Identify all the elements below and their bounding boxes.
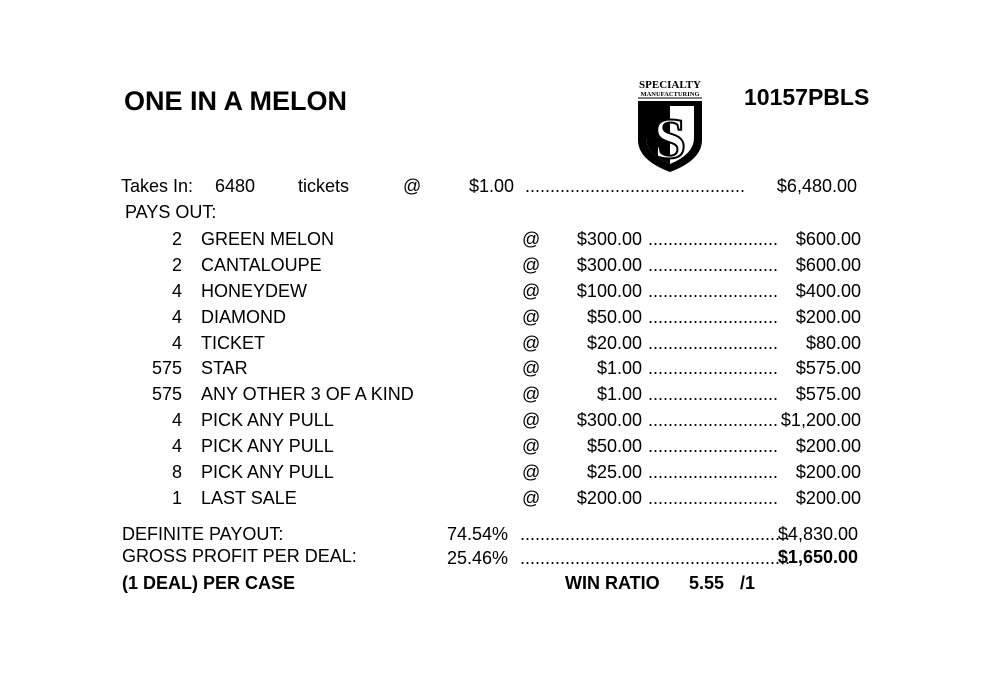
payout-at: @: [522, 436, 541, 456]
gross-profit-total: $1,650.00: [777, 547, 858, 567]
payout-dots: ..........................: [648, 384, 779, 404]
payout-total: $600.00: [795, 255, 861, 275]
payout-price: $300.00: [576, 229, 642, 249]
payout-at: @: [522, 384, 541, 404]
payout-total: $200.00: [795, 488, 861, 508]
payout-qty: 4: [171, 410, 182, 430]
payout-name: HONEYDEW: [201, 281, 308, 301]
takes-in-price: $1.00: [468, 176, 514, 196]
payout-at: @: [522, 307, 541, 327]
takes-in-dots: ............................................: [525, 176, 746, 196]
payout-price: $200.00: [576, 488, 642, 508]
payout-row: [0, 333, 1000, 357]
definite-payout-dots: ......................................................: [520, 524, 791, 544]
payout-qty: 1: [171, 488, 182, 508]
payout-qty: 2: [171, 229, 182, 249]
logo-text-top: SPECIALTY: [639, 79, 701, 91]
payout-name: PICK ANY PULL: [201, 462, 334, 482]
payout-row: [0, 229, 1000, 253]
payout-row: [0, 255, 1000, 279]
payout-total: $200.00: [795, 436, 861, 456]
deal-per-case: (1 DEAL) PER CASE: [122, 573, 296, 593]
payout-row: [0, 358, 1000, 382]
payout-row: [0, 436, 1000, 460]
payout-at: @: [522, 410, 541, 430]
payout-at: @: [522, 229, 541, 249]
payout-price: $1.00: [596, 384, 642, 404]
payout-price: $20.00: [586, 333, 642, 353]
form-code: 10157PBLS: [744, 84, 870, 110]
payout-total: $575.00: [795, 358, 861, 378]
specialty-manufacturing-logo: [630, 78, 710, 174]
takes-in-count: 6480: [215, 176, 256, 196]
payout-qty: 4: [171, 307, 182, 327]
payout-row: [0, 462, 1000, 486]
payout-at: @: [522, 281, 541, 301]
payout-at: @: [522, 333, 541, 353]
payout-qty: 4: [171, 281, 182, 301]
payout-name: TICKET: [201, 333, 266, 353]
payout-total: $400.00: [795, 281, 861, 301]
payout-price: $1.00: [596, 358, 642, 378]
payout-name: STAR: [201, 358, 248, 378]
payout-dots: ..........................: [648, 358, 779, 378]
payout-row: [0, 488, 1000, 512]
payout-dots: ..........................: [648, 333, 779, 353]
payout-dots: ..........................: [648, 307, 779, 327]
payout-row: [0, 384, 1000, 408]
payout-price: $100.00: [576, 281, 642, 301]
takes-in-label: Takes In:: [121, 176, 194, 196]
payout-price: $300.00: [576, 410, 642, 430]
takes-in-total: $6,480.00: [776, 176, 857, 196]
payout-price: $50.00: [586, 436, 642, 456]
payout-dots: ..........................: [648, 281, 779, 301]
payout-row: [0, 281, 1000, 305]
gross-profit-label: GROSS PROFIT PER DEAL:: [122, 546, 357, 566]
takes-in-at: @: [403, 176, 422, 196]
payout-qty: 4: [171, 436, 182, 456]
payout-at: @: [522, 462, 541, 482]
payout-price: $25.00: [586, 462, 642, 482]
payout-dots: ..........................: [648, 436, 779, 456]
payout-dots: ..........................: [648, 255, 779, 275]
payout-at: @: [522, 255, 541, 275]
payout-row: [0, 307, 1000, 331]
payout-total: $575.00: [795, 384, 861, 404]
pays-out-label: PAYS OUT:: [125, 202, 217, 222]
win-ratio-suffix: /1: [740, 573, 756, 593]
payout-name: GREEN MELON: [201, 229, 335, 249]
payout-dots: ..........................: [648, 488, 779, 508]
payout-total: $600.00: [795, 229, 861, 249]
payout-total: $80.00: [805, 333, 861, 353]
payout-name: CANTALOUPE: [201, 255, 322, 275]
payout-total: $1,200.00: [780, 410, 861, 430]
payout-name: DIAMOND: [201, 307, 286, 327]
payout-at: @: [522, 488, 541, 508]
gross-profit-dots: ......................................................: [520, 548, 791, 568]
definite-payout-pct: 74.54%: [446, 524, 508, 544]
payout-total: $200.00: [795, 307, 861, 327]
payout-name: PICK ANY PULL: [201, 436, 334, 456]
payout-dots: ..........................: [648, 462, 779, 482]
payout-row: [0, 410, 1000, 434]
payout-total: $200.00: [795, 462, 861, 482]
definite-payout-label: DEFINITE PAYOUT:: [122, 524, 284, 544]
logo-text-bottom: MANUFACTURING: [640, 91, 700, 98]
game-title: ONE IN A MELON: [124, 86, 348, 116]
logo-letter: S: [653, 106, 687, 171]
payout-qty: 4: [171, 333, 182, 353]
payout-name: LAST SALE: [201, 488, 297, 508]
definite-payout-total: $4,830.00: [777, 524, 858, 544]
payout-qty: 575: [151, 358, 182, 378]
takes-in-unit: tickets: [298, 176, 350, 196]
payout-name: PICK ANY PULL: [201, 410, 334, 430]
win-ratio-label: WIN RATIO: [565, 573, 660, 593]
payout-price: $50.00: [586, 307, 642, 327]
win-ratio-value: 5.55: [689, 573, 725, 593]
payout-name: ANY OTHER 3 OF A KIND: [201, 384, 414, 404]
payout-qty: 575: [151, 384, 182, 404]
payout-qty: 8: [171, 462, 182, 482]
payout-at: @: [522, 358, 541, 378]
payout-dots: ..........................: [648, 229, 779, 249]
gross-profit-pct: 25.46%: [446, 548, 508, 568]
payout-price: $300.00: [576, 255, 642, 275]
payout-qty: 2: [171, 255, 182, 275]
payout-dots: ..........................: [648, 410, 779, 430]
